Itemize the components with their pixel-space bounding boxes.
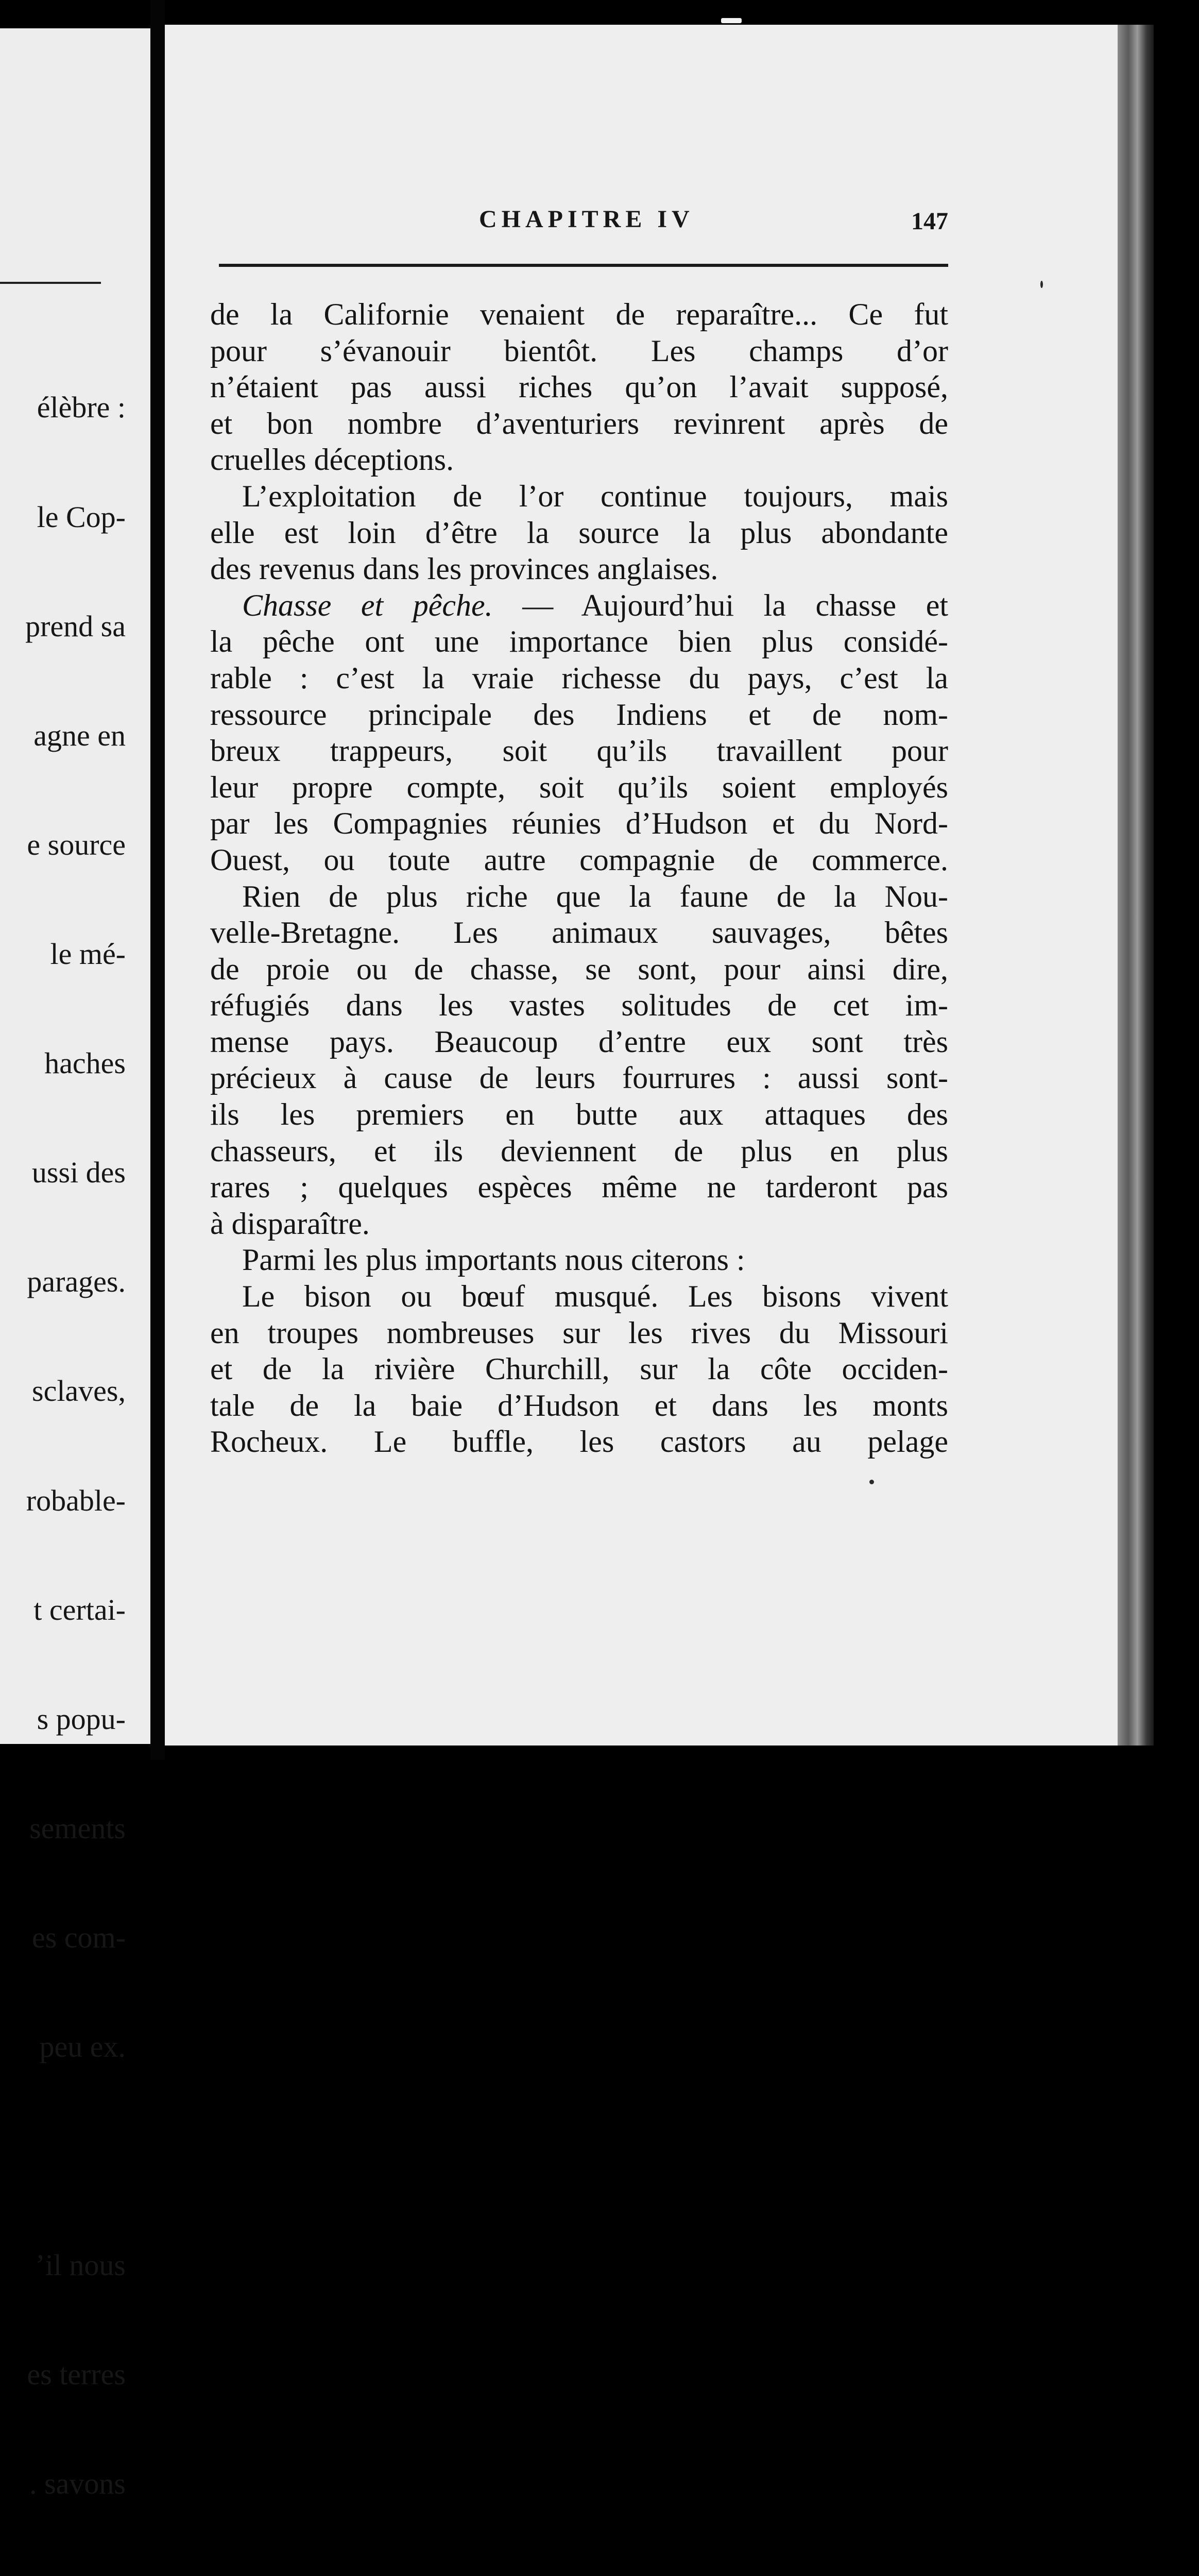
text-line: rares ; quelques espèces même ne tarderont pas (210, 1170, 948, 1205)
facing-page (0, 28, 150, 2500)
text-line: Rocheux. Le buffle, les castors au pelage (210, 1425, 948, 1459)
text-line: chasseurs, et ils deviennent de plus en plus (210, 1133, 948, 1168)
text-line: de proie ou de chasse, se sont, pour ainsi dire, (210, 952, 948, 986)
page-body (210, 296, 948, 1460)
text-line: à disparaître. (210, 1206, 370, 1241)
text-line: velle-Bretagne. Les animaux sauvages, bêtes (210, 916, 948, 950)
facing-page-rule (0, 282, 101, 284)
facing-line: es com- (32, 1920, 126, 1954)
text-line: Ouest, ou toute autre compagnie de commerce. (210, 842, 948, 877)
facing-page-text (22, 317, 126, 2576)
text-line: en troupes nombreuses sur les rives du Missouri (210, 1315, 948, 1350)
facing-line: es terres (27, 2357, 126, 2391)
section-first-line (210, 587, 948, 624)
text-line: pour s’évanouir bientôt. Les champs d’or (210, 333, 948, 368)
text-line: des revenus dans les provinces anglaises. (210, 552, 718, 586)
facing-line: ’il nous (35, 2248, 126, 2282)
facing-line: peu ex. (39, 2030, 126, 2064)
print-speck (1040, 281, 1043, 288)
text-line: et de la rivière Churchill, sur la côte occiden- (210, 1352, 948, 1386)
text-line: de la Californie venaient de reparaître... Ce fut (210, 297, 948, 331)
running-title: CHAPITRE IV (479, 206, 694, 233)
facing-paragraph-gap (22, 2138, 126, 2174)
header-rule (219, 264, 948, 267)
facing-line: prend sa (25, 609, 126, 643)
text-line: breux trappeurs, soit qu’ils travaillent pour (210, 734, 948, 768)
page-edge (1118, 25, 1154, 1745)
text-line: elle est loin d’être la source la plus abondante (210, 515, 948, 550)
facing-line: e source (27, 827, 126, 861)
facing-line: élèbre : (37, 391, 126, 425)
facing-line: le Cop- (37, 500, 126, 534)
book-gutter (150, 0, 165, 1760)
text-line: précieux à cause de leurs fourrures : aussi sont- (210, 1061, 948, 1095)
text-line: ils les premiers en butte aux attaques des (210, 1097, 948, 1132)
print-speck (721, 18, 742, 23)
text-line: et bon nombre d’aventuriers revinrent après de (210, 406, 948, 440)
text-line: réfugiés dans les vastes solitudes de cet im- (210, 988, 948, 1023)
text-line: mense pays. Beaucoup d’entre eux sont très (210, 1024, 948, 1059)
text-line: Le bison ou bœuf musqué. Les bisons vivent (242, 1279, 948, 1314)
facing-line: parages. (27, 1265, 126, 1299)
print-speck (869, 1480, 874, 1484)
facing-line: s popu- (37, 1702, 126, 1736)
page-number: 147 (911, 208, 948, 235)
facing-line: ussi des (31, 1156, 126, 1190)
section-heading: Chasse et pêche. (242, 588, 493, 622)
facing-line: haches (44, 1046, 126, 1080)
text-line: par les Compagnies réunies d’Hudson et du Nord- (210, 806, 948, 841)
text-line: rable : c’est la vraie richesse du pays, c’est la (210, 660, 948, 695)
page-header (219, 205, 948, 236)
text-line: L’exploitation de l’or continue toujours, mais (242, 479, 948, 513)
text-line: n’étaient pas aussi riches qu’on l’avait supposé, (210, 370, 948, 404)
text-line: Parmi les plus importants nous citerons : (242, 1243, 745, 1277)
facing-line: sements (29, 1811, 126, 1845)
text-line: Rien de plus riche que la faune de la Nou- (242, 879, 948, 913)
facing-line: agne en (33, 718, 126, 752)
text-line: leur propre compte, soit qu’ils soient employés (210, 770, 948, 804)
facing-line: t certai- (33, 1592, 126, 1626)
facing-line: sclaves, (32, 1374, 126, 1408)
text-line: la pêche ont une importance bien plus considé- (210, 624, 948, 659)
text-line: — Aujourd’hui la chasse et (522, 588, 948, 622)
text-line: ressource principale des Indiens et de nom- (210, 697, 948, 732)
text-line: cruelles déceptions. (210, 443, 454, 477)
text-line: tale de la baie d’Hudson et dans les monts (210, 1388, 948, 1422)
facing-line: robable- (26, 1483, 126, 1517)
facing-line: . savons (29, 2466, 126, 2500)
facing-line: le mé- (50, 937, 126, 971)
